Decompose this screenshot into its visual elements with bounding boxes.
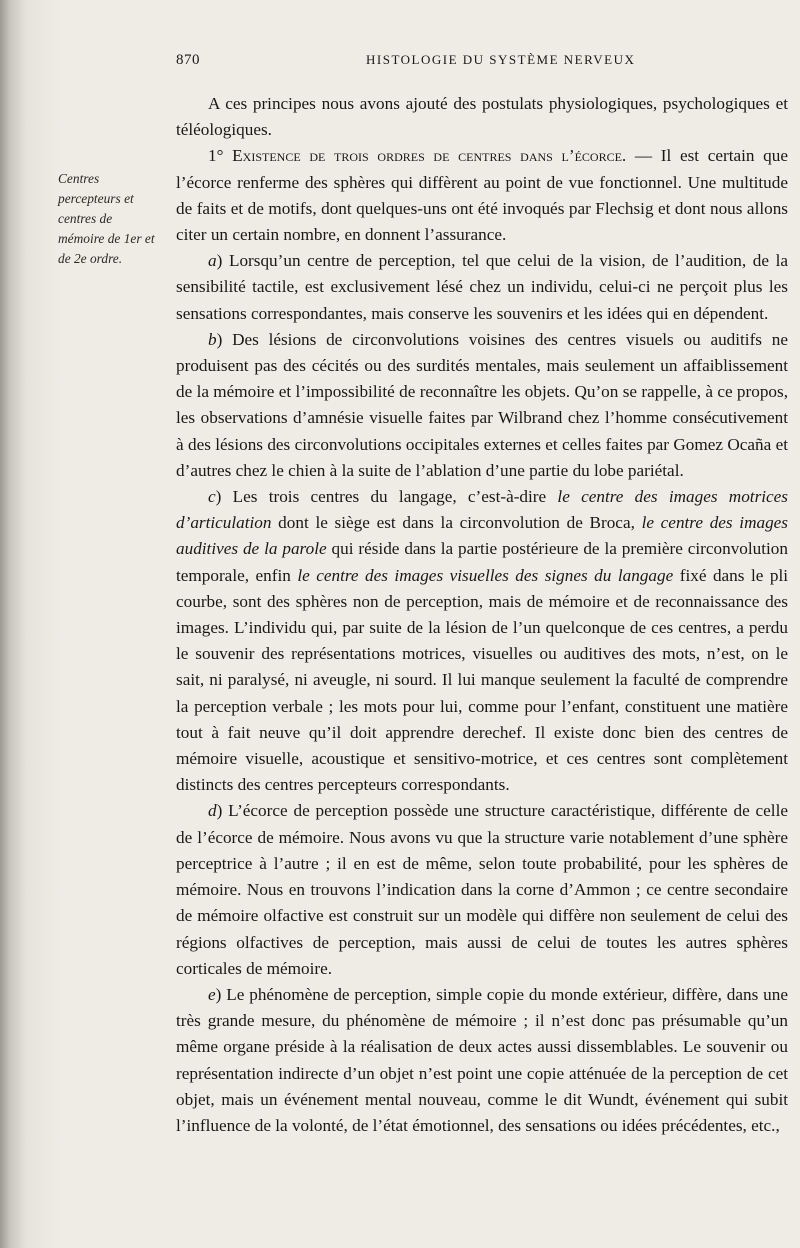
paragraph-e bbox=[176, 982, 788, 1139]
paragraph-intro: A ces principes nous avons ajouté des postulats physiologiques, psychologiques et téléologiques. bbox=[176, 94, 788, 140]
item-label-e: e bbox=[208, 984, 216, 1004]
item-emphasis-c-2: le centre des images auditives de la parole bbox=[176, 513, 788, 559]
section-number: 1° bbox=[208, 146, 233, 166]
paragraph-b bbox=[176, 327, 788, 484]
item-emphasis-c-3: le centre des images visuelles des signes du langage bbox=[297, 565, 674, 585]
section-heading: Existence de trois ordres de centres dans l’écorce. bbox=[232, 146, 627, 166]
item-text-c-2: dont le siège est dans la circonvolution de Broca, bbox=[271, 513, 642, 533]
item-label-b: b bbox=[208, 329, 217, 349]
page-number: 870 bbox=[176, 52, 200, 68]
running-title: HISTOLOGIE DU SYSTÈME NERVEUX bbox=[366, 52, 636, 67]
item-label-c: c bbox=[208, 487, 216, 507]
page-header bbox=[0, 48, 800, 72]
item-text-b: ) Des lésions de circonvolutions voisines des centres visuels ou auditifs ne produisent pas des cécités ou des surdités mentales, mais seulement un affaiblissement de la mémoire et l’impossibilité de reconnaître les objets. Qu’on se rappelle, à ce propos, les observations d’amnésie visuelle faites par Wilbrand chez l’homme consécutivement à des lésions des circonvolutions occipitales externes et celles faites par Gomez Ocaña et d’autres chez le chien à la suite de l’ablation d’une partie du lobe pariétal. bbox=[176, 329, 788, 480]
item-text-d: ) L’écorce de perception possède une structure caractéristique, différente de celle de l’écorce de mémoire. Nous avons vu que la structure varie notablement d’une sphère perceptrice à l’autre ; il en est de même, selon toute probabilité, pour les sphères de mémoire. Nous en trouvons l’indication dans la corne d’Ammon ; ce centre secondaire de mémoire olfactive est construit sur un modèle qui diffère non seulement de celui des régions olfactives de perception, mais aussi de celui de toutes les autres sphères corticales de mémoire. bbox=[176, 801, 788, 978]
body-text bbox=[176, 91, 788, 1139]
item-text-a: ) Lorsqu’un centre de perception, tel que celui de la vision, de l’audition, de la sensibilité tactile, est exclusivement lésé chez un individu, celui-ci ne perçoit plus les sensations correspondantes, mais conserve les souvenirs et les idées qui en dépendent. bbox=[176, 251, 788, 323]
item-label-a: a bbox=[208, 251, 217, 271]
item-text-e: ) Le phénomène de perception, simple copie du monde extérieur, diffère, dans une très grande mesure, du phénomène de mémoire ; il n’est donc pas présumable qu’un même organe préside à la réalisation de deux actes aussi dissemblables. Le souvenir ou représentation indirecte d’un objet n’est point une copie atténuée de la perception de cet objet, mais un événement mental nouveau, comme le dit Wundt, événement qui subit l’influence de la volonté, de l’état émotionnel, des sensations ou idées précédentes, etc., bbox=[176, 984, 788, 1135]
item-emphasis-c-1: le centre des images motrices d’articulation bbox=[176, 487, 788, 533]
item-text-c-1: ) Les trois centres du langage, c’est-à-dire bbox=[215, 487, 558, 507]
item-label-d: d bbox=[208, 801, 217, 821]
paragraph-c bbox=[176, 484, 788, 798]
item-text-c-3: qui réside dans la partie postérieure de la première circonvolution temporale, enfin bbox=[176, 539, 788, 585]
section-1-text: — Il est certain que l’écorce renferme des sphères qui diffèrent au point de vue fonctionnel. Une multitude de faits et de motifs, dont quelques-uns ont été invoqués par Flechsig et dont nous allons citer un certain nombre, en donnent l’assurance. bbox=[176, 146, 789, 245]
paragraph-a bbox=[176, 248, 788, 327]
item-text-c-4: fixé dans le pli courbe, sont des sphères non de perception, mais de mémoire et de reconnaissance des images. L’individu qui, par suite de la lésion de l’un quelconque de ces centres, a perdu le souvenir des représentations motrices, visuelles ou auditives des mots, n’est, on le sait, ni paralysé, ni aveugle, ni sourd. Il lui manque seulement la faculté de comprendre la perception verbale ; les mots pour lui, comme pour l’enfant, constituent une matière tout à fait neuve qu’il doit apprendre derechef. Il existe donc bien des centres de mémoire visuelle, acoustique et sensitivo-motrice, et ces centres sont complètement distincts des centres percepteurs correspondants. bbox=[176, 565, 788, 795]
paragraph-section-1 bbox=[176, 143, 788, 248]
paragraph-d bbox=[176, 798, 788, 981]
margin-note: Centres percepteurs et centres de mémoire de 1er et de 2e ordre. bbox=[58, 171, 155, 266]
